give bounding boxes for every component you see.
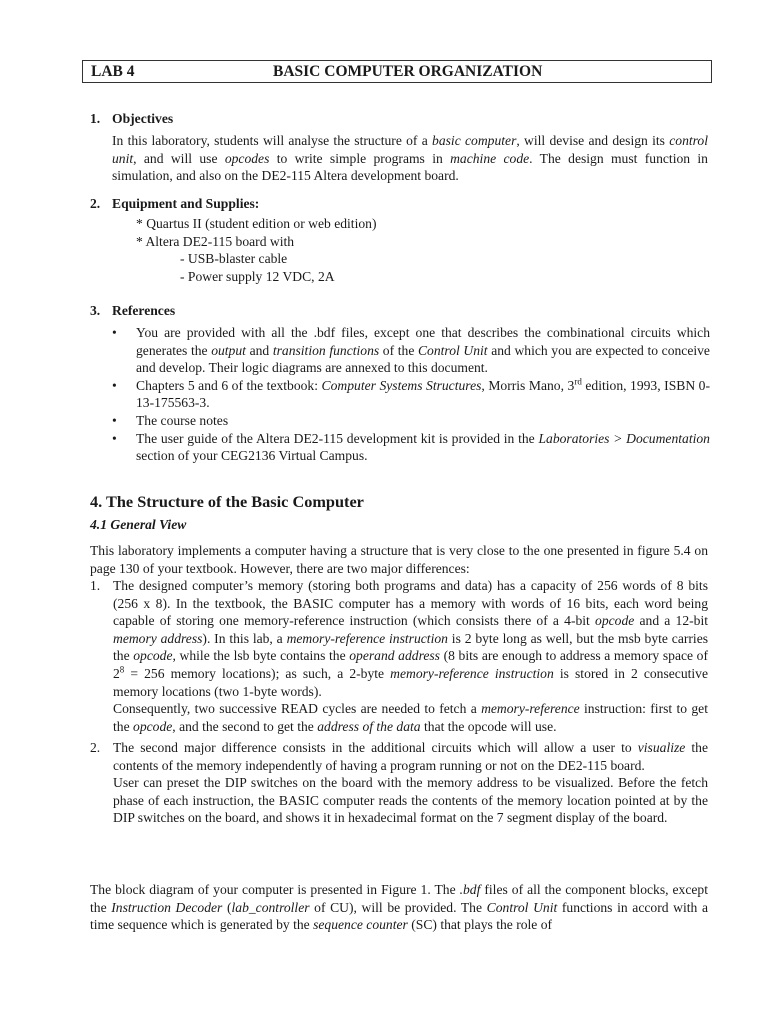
difference-item-2: 2. The second major difference consists in the additional circuits which will allow a user to visualize the contents of the memory independently of having a program running or not on the DE2-115 board. User can preset the DIP switches on the board with the memory address to be visualized. Before the fetch phase of each instruction, the BASIC computer reads the contents of the memory location pointed at by the DIP switches on the board, and shows it in hexadecimal format on the 7 segment display of the board. [90, 740, 708, 826]
reference-item: • You are provided with all the .bdf files, except one that describes the combinational circuits which generates the output and transition functions of the Control Unit and which you are expected to conceive and develop. Their logic diagrams are annexed to this document. [112, 325, 710, 376]
equipment-item: * Altera DE2-115 board with [136, 233, 295, 249]
subsection-4-1-heading: 4.1 General View [90, 517, 187, 532]
equipment-list [136, 215, 376, 285]
objectives-paragraph: In this laboratory, students will analyse the structure of a basic computer, will devise and design its control unit, and will use opcodes to write simple programs in machine code. The design must function in simulation, and also on the DE2-115 Altera development board. [112, 133, 708, 184]
references-list [110, 324, 710, 465]
section-equipment-heading: 2. Equipment and Supplies: [90, 196, 260, 211]
general-view-intro: This laboratory implements a computer having a structure that is very close to the one presented in figure 5.4 on page 130 of your textbook. However, there are two major differences: [90, 543, 708, 576]
section-4-heading: 4. The Structure of the Basic Computer [90, 492, 364, 511]
bullet-icon: • [112, 325, 117, 340]
difference-item-1: 1. The designed computer’s memory (storing both programs and data) has a capacity of 256 words of 8 bits (256 x 8). In the textbook, the BASIC computer has a memory with words of 16 bits, each word being capable of storing one memory-reference instruction (which consists there of a 4-bit opcode and a 12-bit memory address). In this lab, a memory-reference instruction is 2 byte long as well, but the msb byte carries the opcode, while the lsb byte contains the operand address (8 bits are enough to address a memory space of $2^8 = 256$ memory locations); as such, a 2-byte memory-reference instruction is stored in 2 consecutive memory locations (two 1-byte words). Consequently, two successive READ cycles are needed to fetch a memory-reference instruction: first to get the opcode, and the second to get the address of the data that the opcode will use. [90, 578, 709, 734]
section-objectives-heading: 1. Objectives [90, 111, 174, 126]
lab-title: BASIC COMPUTER ORGANIZATION [273, 63, 543, 80]
reference-item: • The course notes [112, 412, 229, 428]
lab-header-box [82, 60, 712, 83]
item-number: 2. [90, 740, 101, 755]
reference-item: • The user guide of the Altera DE2-115 development kit is provided in the Laboratories > Documentation section of your CEG2136 Virtual Campus. [112, 430, 710, 464]
lab-number: LAB 4 [91, 63, 135, 80]
block-diagram-paragraph: The block diagram of your computer is presented in Figure 1. The .bdf files of all the component blocks, except the Instruction Decoder (lab_controller of CU), will be provided. The Control Unit functions in accord with a time sequence which is generated by the sequence counter (SC) that plays the role of [90, 882, 708, 933]
bullet-icon: • [112, 377, 117, 393]
equipment-subitem: - USB-blaster cable [180, 251, 288, 267]
item-number: 1. [90, 578, 101, 593]
equipment-item: * Quartus II (student edition or web edition) [136, 216, 377, 231]
section-references-heading: 3. References [90, 303, 176, 318]
reference-item: • Chapters 5 and 6 of the textbook: Computer Systems Structures, Morris Mano, 3rd edition, 1993, ISBN 0-13-175563-3. [112, 376, 710, 411]
bullet-icon: • [112, 430, 117, 446]
bullet-icon: • [112, 412, 117, 428]
equipment-subitem: - Power supply 12 VDC, 2A [180, 268, 335, 284]
